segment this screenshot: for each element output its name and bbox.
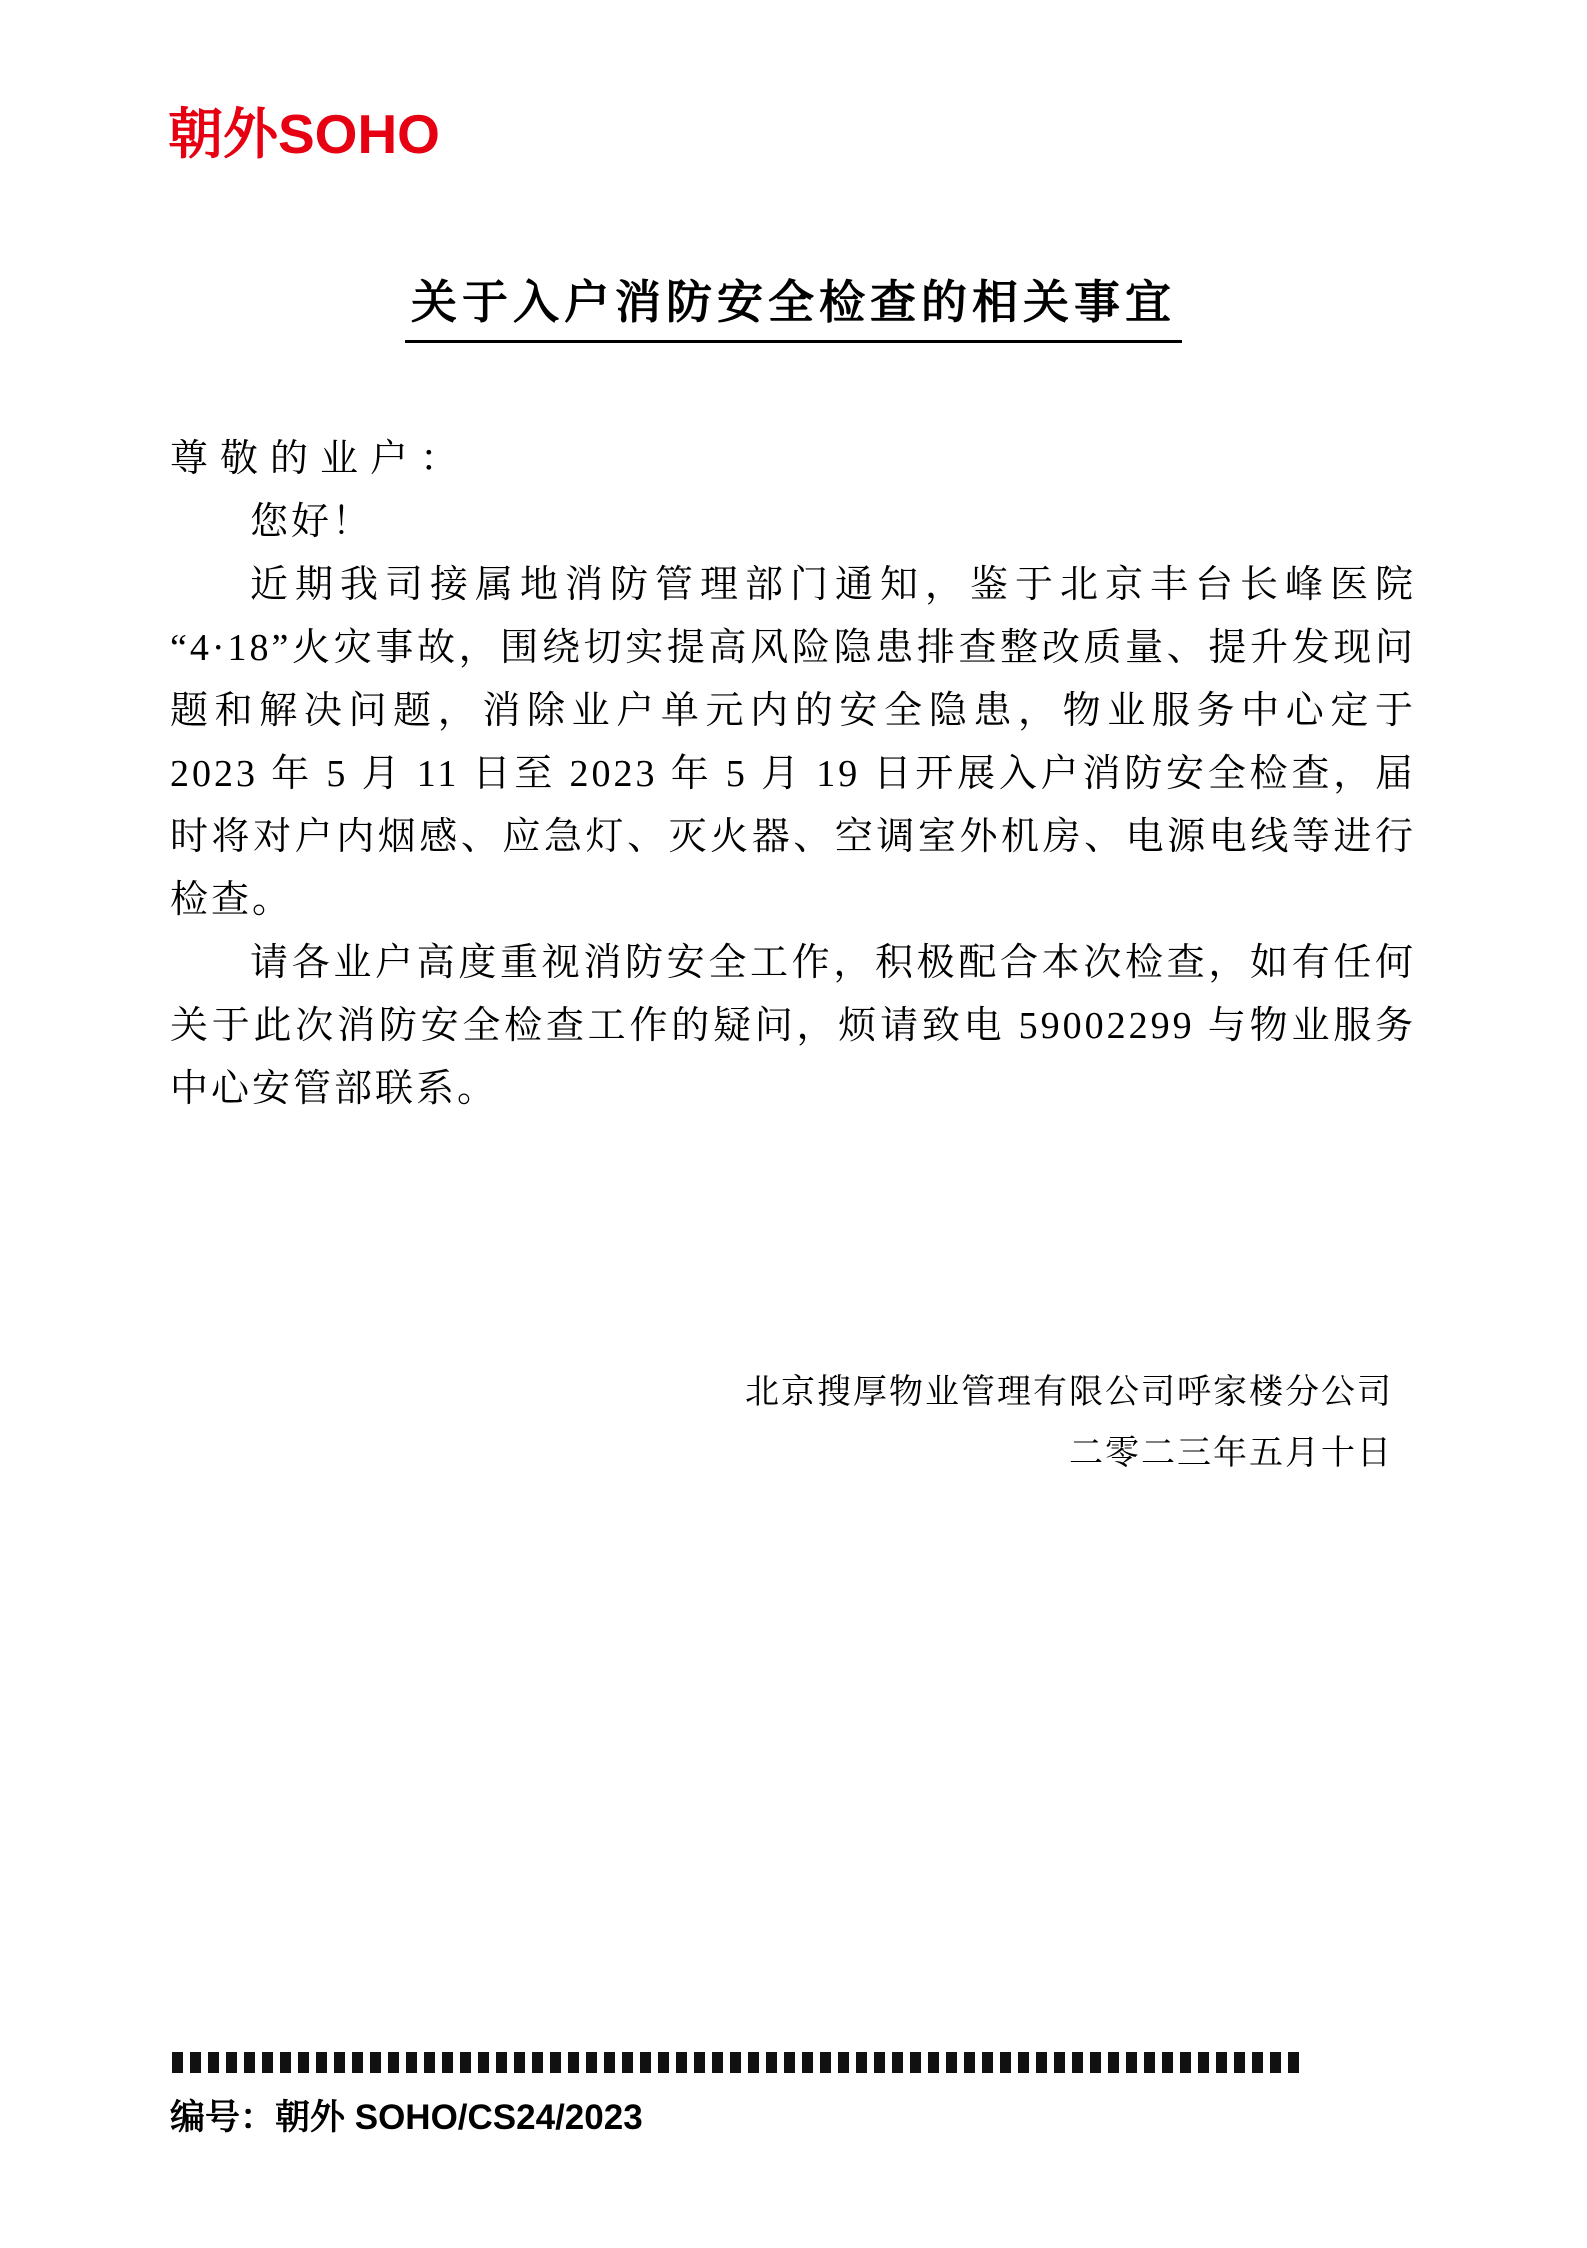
letter-title: 关于入户消防安全检查的相关事宜 <box>405 266 1182 343</box>
footer-doc-number: 编号：朝外 SOHO/CS24/2023 <box>170 2098 643 2137</box>
paragraph-cooperation-request: 请各业户高度重视消防安全工作，积极配合本次检查，如有任何关于此次消防安全检查工作的疑问，烦请致电 59002299 与物业服务中心安管部联系。 <box>170 942 1416 1110</box>
greeting-line: 尊敬的业户： <box>170 438 471 480</box>
signature-company: 北京搜厚物业管理有限公司呼家楼分公司 <box>745 1374 1393 1411</box>
signature-block <box>0 1362 1587 1484</box>
title-row <box>0 266 1587 343</box>
letter-body <box>170 428 1416 1121</box>
chaowai-soho-logo: 朝外SOHO <box>168 103 440 165</box>
paragraph-inspection-notice: 近期我司接属地消防管理部门通知，鉴于北京丰台长峰医院“4·18”火灾事故，围绕切实提高风险隐患排查整改质量、提升发现问题和解决问题，消除业户单元内的安全隐患，物业服务中心定于 2023 年 5 月 11 日至 2023 年 5 月 19 日开展入户消防安全检查，届时将对户内烟感、应急灯、灭火器、空调室外机房、电源电线等进行检查。 <box>170 564 1416 921</box>
signature-date: 二零二三年五月十日 <box>1069 1435 1393 1472</box>
footer-dotted-divider <box>172 2052 1303 2073</box>
salutation-line: 您好！ <box>250 501 374 543</box>
